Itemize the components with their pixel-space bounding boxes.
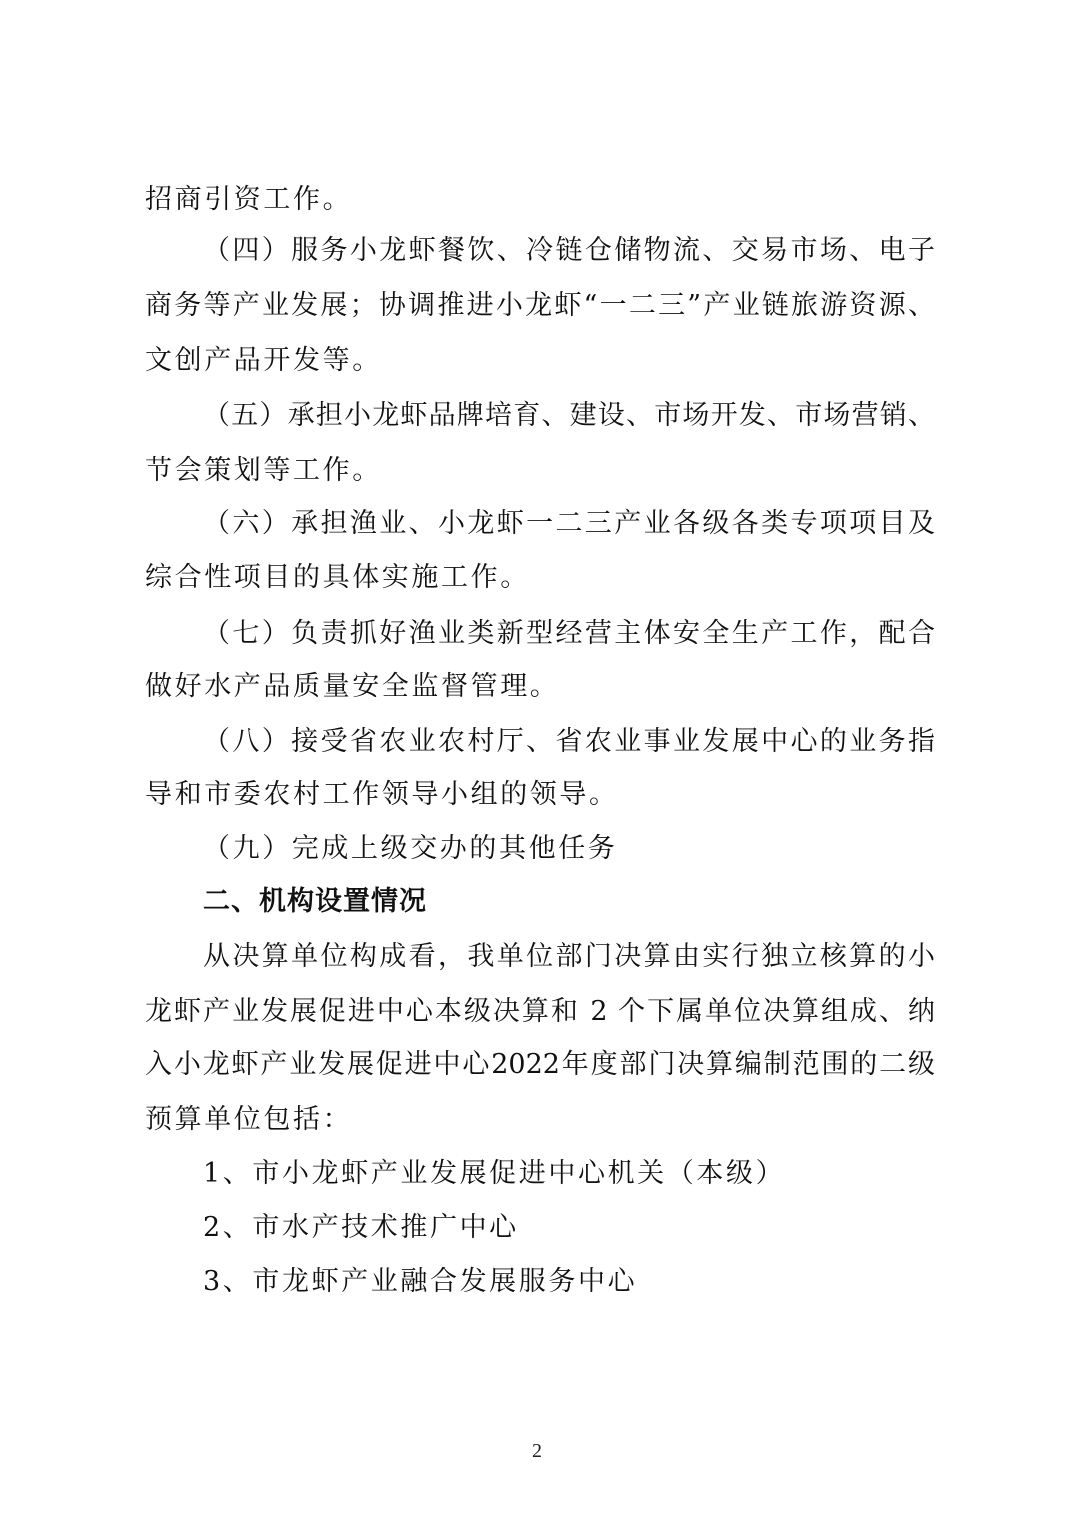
paragraph-line: （四）服务小龙虾餐饮、冷链仓储物流、交易市场、电子 [203, 235, 935, 266]
paragraph-line: （七）负责抓好渔业类新型经营主体安全生产工作，配合 [203, 618, 935, 649]
paragraph-line: 从决算单位构成看，我单位部门决算由实行独立核算的小 [203, 941, 935, 972]
paragraph-line: 导和市委农村工作领导小组的领导。 [145, 779, 619, 810]
paragraph-line: 节会策划等工作。 [145, 455, 382, 486]
paragraph-line: 龙虾产业发展促进中心本级决算和 2 个下属单位决算组成、纳 [145, 996, 935, 1027]
paragraph-line: （八）接受省农业农村厅、省农业事业发展中心的业务指 [203, 726, 935, 757]
paragraph-line: 综合性项目的具体实施工作。 [145, 562, 530, 593]
list-item: 3、市龙虾产业融合发展服务中心 [203, 1266, 638, 1297]
paragraph-line: （六）承担渔业、小龙虾一二三产业各级各类专项项目及 [203, 508, 935, 539]
paragraph-line: 预算单位包括： [145, 1104, 353, 1135]
list-item: 2、市水产技术推广中心 [203, 1212, 519, 1243]
paragraph-line: （九）完成上级交办的其他任务 [203, 833, 618, 864]
paragraph-line: 入小龙虾产业发展促进中心2022年度部门决算编制范围的二级 [145, 1049, 935, 1080]
paragraph-line: （五）承担小龙虾品牌培育、建设、市场开发、市场营销、 [203, 400, 935, 431]
paragraph-line: 做好水产品质量安全监督管理。 [145, 671, 560, 702]
section-heading: 二、机构设置情况 [203, 886, 427, 917]
list-item: 1、市小龙虾产业发展促进中心机关（本级） [203, 1158, 786, 1189]
paragraph-line: 招商引资工作。 [145, 184, 353, 215]
paragraph-line: 商务等产业发展；协调推进小龙虾“一二三”产业链旅游资源、 [145, 290, 935, 321]
paragraph-line: 文创产品开发等。 [145, 345, 382, 376]
page-number: 2 [532, 1440, 542, 1462]
